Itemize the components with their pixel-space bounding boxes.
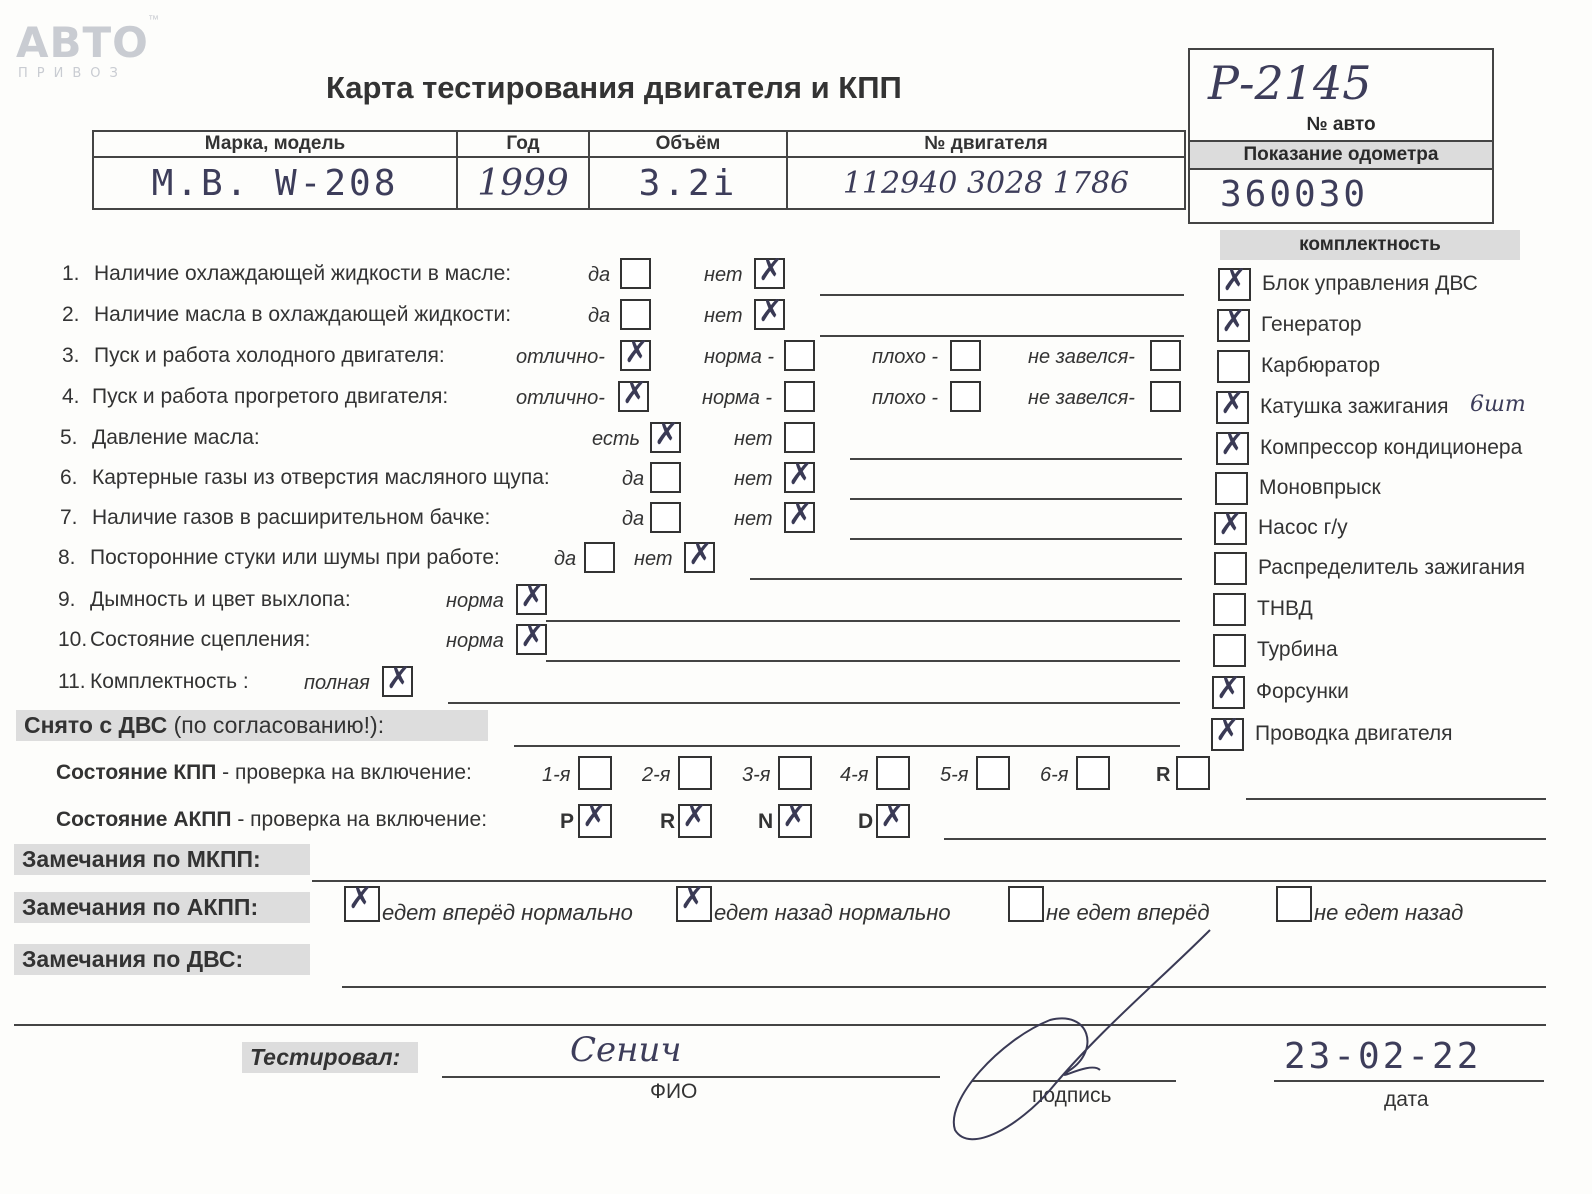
- kit-checkbox[interactable]: [1214, 552, 1247, 585]
- akpp-remarks-label: Замечания по АКПП:: [14, 892, 310, 923]
- item-label: Давление масла:: [92, 426, 260, 449]
- kpp-gear-label: 3-я: [742, 764, 771, 786]
- car-number: Р-2145: [1208, 56, 1372, 110]
- item-label: Наличие охлаждающей жидкости в масле:: [94, 262, 512, 285]
- item-checkbox[interactable]: [1150, 381, 1181, 412]
- item-option-label: плохо -: [872, 346, 939, 368]
- item-label: Наличие масла в охлаждающей жидкости:: [94, 303, 512, 326]
- akpp-remark-checkbox-mark: ✗: [348, 881, 374, 916]
- kit-item-label: ТНВД: [1257, 597, 1313, 620]
- kit-item-label: Катушка зажигания: [1260, 395, 1449, 418]
- item-checkbox[interactable]: [650, 502, 681, 533]
- tested-label: Тестировал:: [242, 1042, 418, 1073]
- item-number: 3.: [62, 344, 80, 367]
- page-title: Карта тестирования двигателя и КПП: [326, 70, 902, 105]
- kit-checkbox[interactable]: [1217, 304, 1250, 342]
- item-checkbox[interactable]: [784, 422, 815, 453]
- kit-checkbox[interactable]: [1215, 472, 1248, 505]
- item-checkbox-mark: ✗: [788, 497, 814, 532]
- akpp-mode-label: N: [758, 810, 774, 833]
- signature: [940, 920, 1240, 1160]
- item-checkbox-mark: ✗: [688, 537, 714, 572]
- item-number: 5.: [60, 426, 78, 449]
- item-checkbox[interactable]: [950, 381, 981, 412]
- kpp-gear-checkbox[interactable]: [678, 756, 712, 790]
- kit-checkbox[interactable]: [1217, 350, 1250, 383]
- kpp-gear-label: 1-я: [542, 764, 571, 786]
- item-checkbox-mark: ✗: [386, 661, 412, 696]
- logo: [16, 14, 159, 81]
- date-label: дата: [1384, 1088, 1429, 1111]
- item-number: 9.: [58, 588, 76, 611]
- date-value: 23-02-22: [1284, 1036, 1482, 1077]
- item-option-label: норма -: [702, 387, 773, 409]
- kit-checkbox-mark: ✗: [1220, 386, 1246, 421]
- akpp-remark-checkbox[interactable]: [1276, 886, 1312, 922]
- kit-item-label: Распределитель зажигания: [1258, 556, 1526, 579]
- item-label: Комплектность :: [90, 670, 249, 693]
- item-option-label: нет: [734, 428, 773, 450]
- akpp-mode-checkbox-mark: ✗: [582, 799, 608, 834]
- item-checkbox[interactable]: [516, 579, 547, 615]
- akpp-mode-label: D: [858, 810, 874, 833]
- sign-label: подпись: [1032, 1084, 1112, 1107]
- kpp-gear-checkbox[interactable]: [578, 756, 612, 790]
- kit-checkbox-mark: ✗: [1222, 263, 1248, 298]
- akpp-mode-checkbox[interactable]: [778, 799, 812, 838]
- item-checkbox-mark: ✗: [520, 579, 546, 614]
- kit-checkbox[interactable]: [1214, 507, 1247, 545]
- mkpp-remarks-label: Замечания по МКПП:: [14, 844, 310, 875]
- item-number: 1.: [62, 262, 80, 285]
- item-option-label: норма: [446, 590, 504, 612]
- kpp-gear-checkbox[interactable]: [1176, 756, 1210, 790]
- car-number-box: [1188, 48, 1494, 224]
- item-option-label: норма: [446, 630, 504, 652]
- removed-section: [16, 710, 488, 741]
- item-checkbox-mark: ✗: [624, 335, 650, 370]
- item-checkbox[interactable]: [784, 340, 815, 371]
- item-option-label: есть: [592, 428, 641, 450]
- item-checkbox-mark: ✗: [654, 417, 680, 452]
- item-option-label: да: [622, 468, 645, 490]
- item-option-label: полная: [304, 672, 370, 694]
- item-option-label: отлично-: [516, 387, 605, 409]
- odometer-value: 360030: [1220, 174, 1369, 215]
- akpp-remark-label: не едет назад: [1314, 900, 1464, 925]
- kit-checkbox-mark: ✗: [1218, 507, 1244, 542]
- kpp-gear-label: 6-я: [1040, 764, 1069, 786]
- item-checkbox[interactable]: [784, 457, 815, 493]
- kit-item-label: Насос г/у: [1258, 516, 1348, 539]
- item-checkbox[interactable]: [620, 299, 651, 330]
- item-number: 11.: [58, 670, 86, 693]
- kit-checkbox[interactable]: [1218, 263, 1251, 301]
- item-number: 6.: [60, 466, 78, 489]
- kit-checkbox[interactable]: [1212, 671, 1245, 709]
- item-option-label: да: [554, 548, 577, 570]
- item-number: 10.: [58, 628, 88, 651]
- item-checkbox[interactable]: [1150, 340, 1181, 371]
- item-option-label: да: [622, 508, 645, 530]
- item-option-label: не завелся-: [1028, 387, 1135, 409]
- item-checkbox-mark: ✗: [758, 253, 784, 288]
- item-option-label: да: [588, 264, 611, 286]
- logo-tm: ™: [148, 14, 159, 26]
- akpp-mode-checkbox[interactable]: [578, 799, 612, 838]
- header-table: [92, 130, 1186, 210]
- kit-checkbox[interactable]: [1211, 713, 1244, 751]
- item-option-label: нет: [734, 508, 773, 530]
- kpp-gear-checkbox[interactable]: [1076, 756, 1110, 790]
- akpp-label-bold: Состояние АКПП: [56, 808, 232, 831]
- kpp-gear-label: 5-я: [940, 764, 969, 786]
- logo-text: АВТО: [16, 18, 149, 67]
- akpp-mode-checkbox[interactable]: [876, 799, 910, 838]
- kpp-gear-checkbox[interactable]: [976, 756, 1010, 790]
- item-number: 2.: [62, 303, 80, 326]
- kpp-gear-checkbox[interactable]: [778, 756, 812, 790]
- kpp-gear-checkbox[interactable]: [876, 756, 910, 790]
- akpp-remark-checkbox[interactable]: [344, 881, 380, 922]
- kit-item-label: Форсунки: [1256, 680, 1349, 703]
- removed-note: (по согласованию!):: [173, 712, 385, 738]
- kpp-gear-label: 4-я: [840, 764, 869, 786]
- kit-item-label: Блок управления ДВС: [1262, 272, 1478, 295]
- kit-checkbox-mark: ✗: [1220, 427, 1246, 462]
- akpp-mode-checkbox-mark: ✗: [880, 799, 906, 834]
- item-checkbox[interactable]: [650, 417, 681, 453]
- akpp-mode-checkbox[interactable]: [678, 799, 712, 838]
- item-label: Картерные газы из отверстия масляного щупа:: [92, 466, 550, 489]
- item-number: 7.: [60, 506, 78, 529]
- kit-item-label: Моновпрыск: [1259, 476, 1381, 499]
- item-checkbox[interactable]: [584, 542, 615, 573]
- item-label: Посторонние стуки или шумы при работе:: [90, 546, 500, 569]
- akpp-remark-checkbox[interactable]: [676, 881, 712, 922]
- item-option-label: нет: [704, 264, 743, 286]
- item-label: Дымность и цвет выхлопа:: [90, 588, 351, 611]
- item-label: Пуск и работа холодного двигателя:: [94, 344, 445, 367]
- item-checkbox[interactable]: [784, 381, 815, 412]
- fio-label: ФИО: [650, 1080, 698, 1103]
- akpp-label-rest: - проверка на включение:: [231, 808, 488, 831]
- item-label: Состояние сцепления:: [90, 628, 311, 651]
- kpp-gear-label: 2-я: [642, 764, 671, 786]
- item-option-label: норма -: [704, 346, 775, 368]
- akpp-label: [56, 808, 487, 832]
- kit-checkbox[interactable]: [1213, 634, 1246, 667]
- akpp-mode-label: P: [560, 810, 575, 833]
- kit-item-label: Карбюратор: [1261, 354, 1381, 377]
- make-label: Марка, модель: [93, 131, 457, 157]
- akpp-remark-checkbox-mark: ✗: [680, 881, 706, 916]
- item-checkbox[interactable]: [684, 537, 715, 573]
- tester-name: Сенич: [570, 1030, 682, 1070]
- item-checkbox[interactable]: [382, 661, 413, 697]
- item-checkbox[interactable]: [950, 340, 981, 371]
- item-option-label: нет: [634, 548, 673, 570]
- volume-label: Объём: [589, 131, 787, 157]
- item-checkbox[interactable]: [754, 294, 785, 330]
- engine-value: 112940 3028 1786: [787, 157, 1185, 209]
- item-number: 4.: [62, 385, 80, 408]
- akpp-mode-label: R: [660, 810, 676, 833]
- logo-subtext: ПРИВОЗ: [18, 66, 127, 81]
- item-checkbox[interactable]: [784, 497, 815, 533]
- item-checkbox[interactable]: [516, 619, 547, 655]
- kit-item-label: Турбина: [1257, 638, 1338, 661]
- kit-title: комплектность: [1220, 230, 1520, 260]
- car-number-label: № авто: [1306, 114, 1376, 135]
- kpp-label: [56, 761, 472, 785]
- kpp-label-rest: - проверка на включение:: [216, 761, 472, 784]
- odometer-label: Показание одометра: [1190, 142, 1492, 168]
- akpp-remark-label: едет назад нормально: [714, 900, 951, 925]
- item-checkbox-mark: ✗: [758, 294, 784, 329]
- item-checkbox[interactable]: [620, 258, 651, 289]
- item-label: Наличие газов в расширительном бачке:: [92, 506, 491, 529]
- item-checkbox-mark: ✗: [788, 457, 814, 492]
- kit-checkbox[interactable]: [1216, 427, 1249, 465]
- removed-label: Снято с ДВС: [24, 712, 168, 738]
- kit-checkbox-mark: ✗: [1221, 304, 1247, 339]
- item-option-label: не завелся-: [1028, 346, 1135, 368]
- item-checkbox[interactable]: [620, 335, 651, 371]
- kit-item-label: Генератор: [1261, 313, 1362, 336]
- item-checkbox[interactable]: [618, 376, 649, 412]
- akpp-remark-label: едет вперёд нормально: [382, 900, 633, 925]
- kit-checkbox-mark: ✗: [1216, 671, 1242, 706]
- kit-note: 6шт: [1470, 392, 1526, 417]
- item-number: 8.: [58, 546, 76, 569]
- kpp-label-bold: Состояние КПП: [56, 761, 217, 784]
- akpp-mode-checkbox-mark: ✗: [782, 799, 808, 834]
- dvs-remarks-label: Замечания по ДВС:: [14, 944, 310, 975]
- item-option-label: да: [588, 305, 611, 327]
- kit-item-label: Проводка двигателя: [1255, 722, 1453, 745]
- item-option-label: нет: [734, 468, 773, 490]
- year-value: 1999: [457, 157, 589, 209]
- item-option-label: нет: [704, 305, 743, 327]
- akpp-mode-checkbox-mark: ✗: [682, 799, 708, 834]
- kpp-gear-label: R: [1156, 764, 1171, 786]
- make-value: M.B. W-208: [93, 157, 457, 209]
- kit-checkbox[interactable]: [1216, 386, 1249, 424]
- engine-label: № двигателя: [787, 131, 1185, 157]
- item-checkbox[interactable]: [650, 462, 681, 493]
- item-option-label: плохо -: [872, 387, 939, 409]
- volume-value: 3.2i: [589, 157, 787, 209]
- kit-checkbox[interactable]: [1213, 593, 1246, 626]
- kit-item-label: Компрессор кондиционера: [1260, 436, 1523, 459]
- item-checkbox-mark: ✗: [520, 619, 546, 654]
- year-label: Год: [457, 131, 589, 157]
- item-option-label: отлично-: [516, 346, 605, 368]
- akpp-remark-checkbox[interactable]: [1008, 886, 1044, 922]
- item-checkbox-mark: ✗: [622, 376, 648, 411]
- item-checkbox[interactable]: [754, 253, 785, 289]
- kit-checkbox-mark: ✗: [1215, 713, 1241, 748]
- akpp-remark-label: не едет вперёд: [1046, 900, 1210, 925]
- item-label: Пуск и работа прогретого двигателя:: [92, 385, 449, 408]
